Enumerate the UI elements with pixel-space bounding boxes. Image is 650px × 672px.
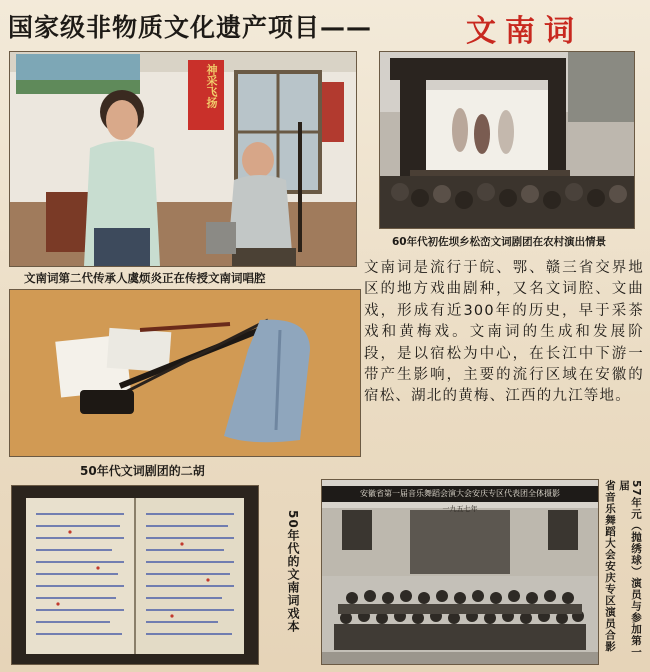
header — [0, 0, 650, 49]
erhu-photo — [10, 290, 360, 456]
scroll-text: 神采飞扬 — [205, 64, 218, 108]
script-book-photo — [12, 486, 258, 664]
group-date: 一九五七年 — [442, 505, 478, 513]
stage-caption: 60年代初佐坝乡松峦文词剧团在农村演出情景 — [392, 236, 607, 248]
group-photo — [322, 480, 598, 664]
group-caption-col2: 省音乐舞蹈大会安庆专区演员合影 — [604, 480, 616, 653]
group-caption-col1: 57年元（抛绣球）演员与参加第一届 — [618, 480, 642, 658]
script-book-caption: 50年代的文南词戏本 — [286, 510, 300, 633]
title-main: 文南词 — [466, 14, 583, 49]
group-banner: 安徽省第一届音乐舞蹈会演大会安庆专区代表团全体摄影 — [322, 486, 598, 502]
teaching-caption: 文南词第二代传承人虞烦炎正在传授文南词唱腔 — [24, 271, 266, 285]
article-text: 文南词是流行于皖、鄂、赣三省交界地区的地方戏曲剧种，又名文词腔、文曲戏，形成有近300年的历史，早于采茶戏和黄梅戏。文南词的生成和发展阶段，是以宿松为中心，在长江中下游一带产生影响，主要的流行区域在安徽的宿松、湖北的黄梅、江西的九江等地。 — [364, 260, 644, 405]
erhu-caption: 50年代文词剧团的二胡 — [80, 464, 205, 478]
stage-photo — [380, 52, 634, 228]
title-prefix: 国家级非物质文化遗产项目—— — [8, 13, 373, 42]
teaching-photo — [10, 52, 356, 266]
